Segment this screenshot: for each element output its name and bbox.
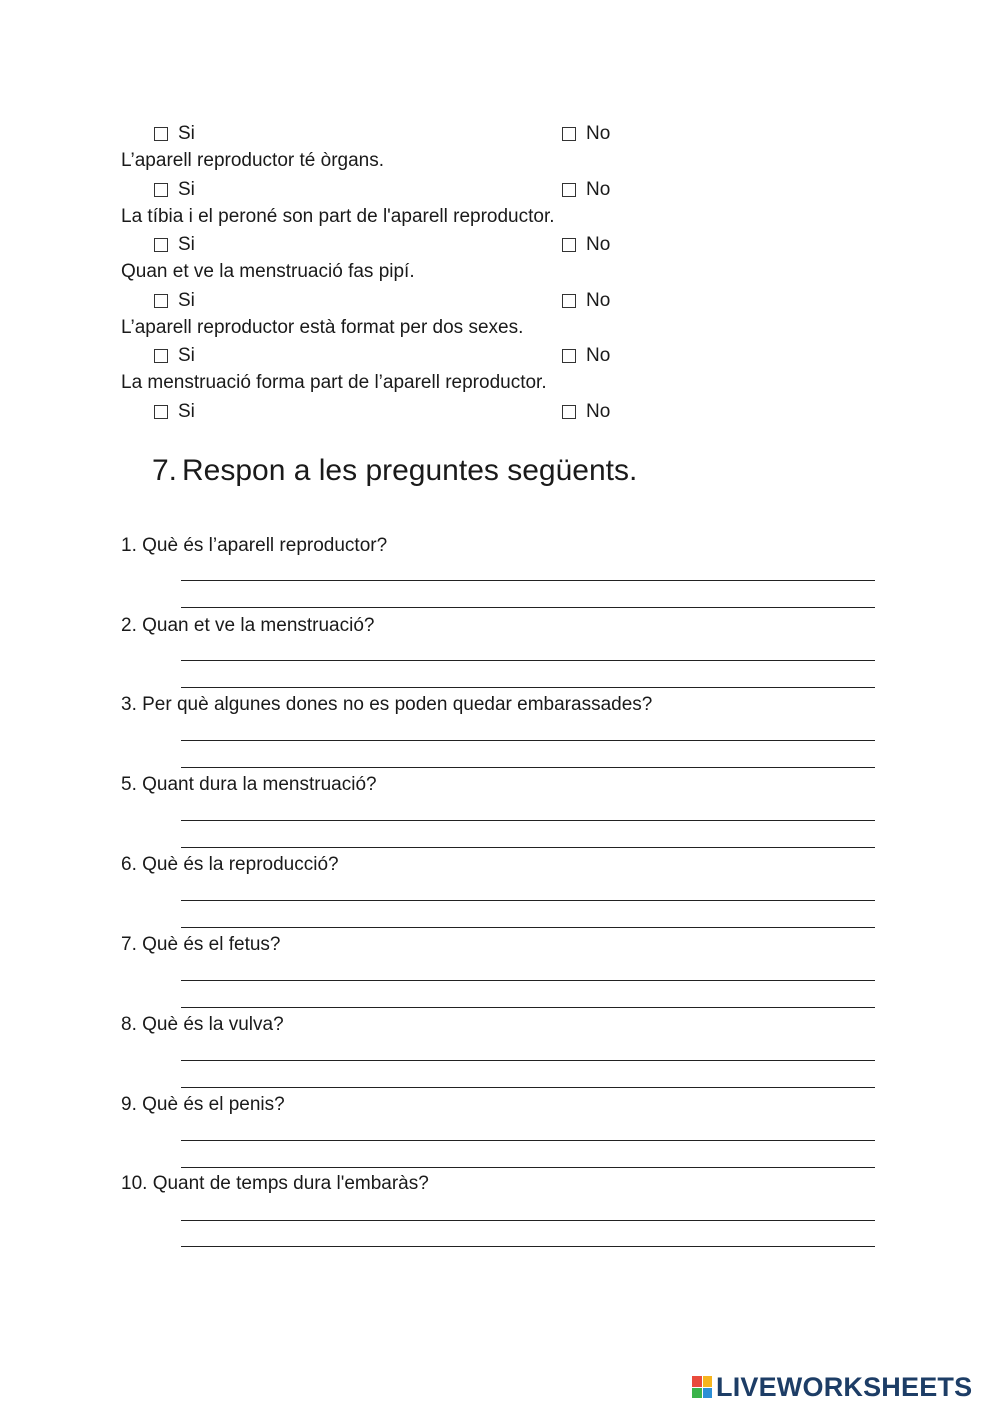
checkbox-icon[interactable] [562,349,576,363]
answer-line[interactable] [181,1246,875,1247]
answer-line[interactable] [181,1060,875,1061]
yes-option[interactable]: Si [154,234,195,256]
brand-logo-icon [692,1376,712,1398]
no-option[interactable]: No [562,290,610,312]
yes-option[interactable]: Si [154,290,195,312]
question: 1. Què és l’aparell reproductor? [121,535,388,556]
yes-option[interactable]: Si [154,179,195,201]
checkbox-icon[interactable] [154,127,168,141]
statement: La tíbia i el peroné son part de l'aparell reproductor. [121,206,555,227]
checkbox-icon[interactable] [154,238,168,252]
statement: La menstruació forma part de l’aparell reproductor. [121,372,547,393]
answer-line[interactable] [181,580,875,581]
checkbox-icon[interactable] [562,183,576,197]
statement: L’aparell reproductor està format per dos sexes. [121,317,524,338]
question: 9. Què és el penis? [121,1094,285,1115]
answer-line[interactable] [181,1220,875,1221]
section-number: 7. [152,454,178,487]
answer-line[interactable] [181,927,875,928]
checkbox-icon[interactable] [562,238,576,252]
no-option[interactable]: No [562,345,610,367]
statement: L’aparell reproductor té òrgans. [121,150,384,171]
brand-logo [692,1371,973,1402]
question: 7. Què és el fetus? [121,934,281,955]
yes-option[interactable]: Si [154,345,195,367]
no-option[interactable]: No [562,179,610,201]
checkbox-icon[interactable] [154,405,168,419]
question: 10. Quant de temps dura l'embaràs? [121,1173,429,1194]
question: 5. Quant dura la menstruació? [121,774,377,795]
section-title [152,453,637,489]
checkbox-icon[interactable] [154,183,168,197]
answer-line[interactable] [181,1140,875,1141]
question: 8. Què és la vulva? [121,1014,284,1035]
checkbox-icon[interactable] [154,349,168,363]
answer-line[interactable] [181,767,875,768]
question: 2. Quan et ve la menstruació? [121,615,375,636]
no-option[interactable]: No [562,123,610,145]
answer-line[interactable] [181,660,875,661]
yes-option[interactable]: Si [154,401,195,423]
answer-line[interactable] [181,607,875,608]
answer-line[interactable] [181,980,875,981]
answer-line[interactable] [181,1007,875,1008]
no-option[interactable]: No [562,401,610,423]
yes-option[interactable]: Si [154,123,195,145]
checkbox-icon[interactable] [562,405,576,419]
answer-line[interactable] [181,847,875,848]
answer-line[interactable] [181,900,875,901]
brand-name: LIVEWORKSHEETS [716,1371,973,1402]
no-option[interactable]: No [562,234,610,256]
answer-line[interactable] [181,687,875,688]
question: 6. Què és la reproducció? [121,854,339,875]
checkbox-icon[interactable] [154,294,168,308]
answer-line[interactable] [181,1087,875,1088]
question: 3. Per què algunes dones no es poden quedar embarassades? [121,694,653,715]
checkbox-icon[interactable] [562,127,576,141]
answer-line[interactable] [181,820,875,821]
answer-line[interactable] [181,740,875,741]
answer-line[interactable] [181,1167,875,1168]
section-heading: Respon a les preguntes següents. [182,454,638,487]
checkbox-icon[interactable] [562,294,576,308]
statement: Quan et ve la menstruació fas pipí. [121,261,415,282]
